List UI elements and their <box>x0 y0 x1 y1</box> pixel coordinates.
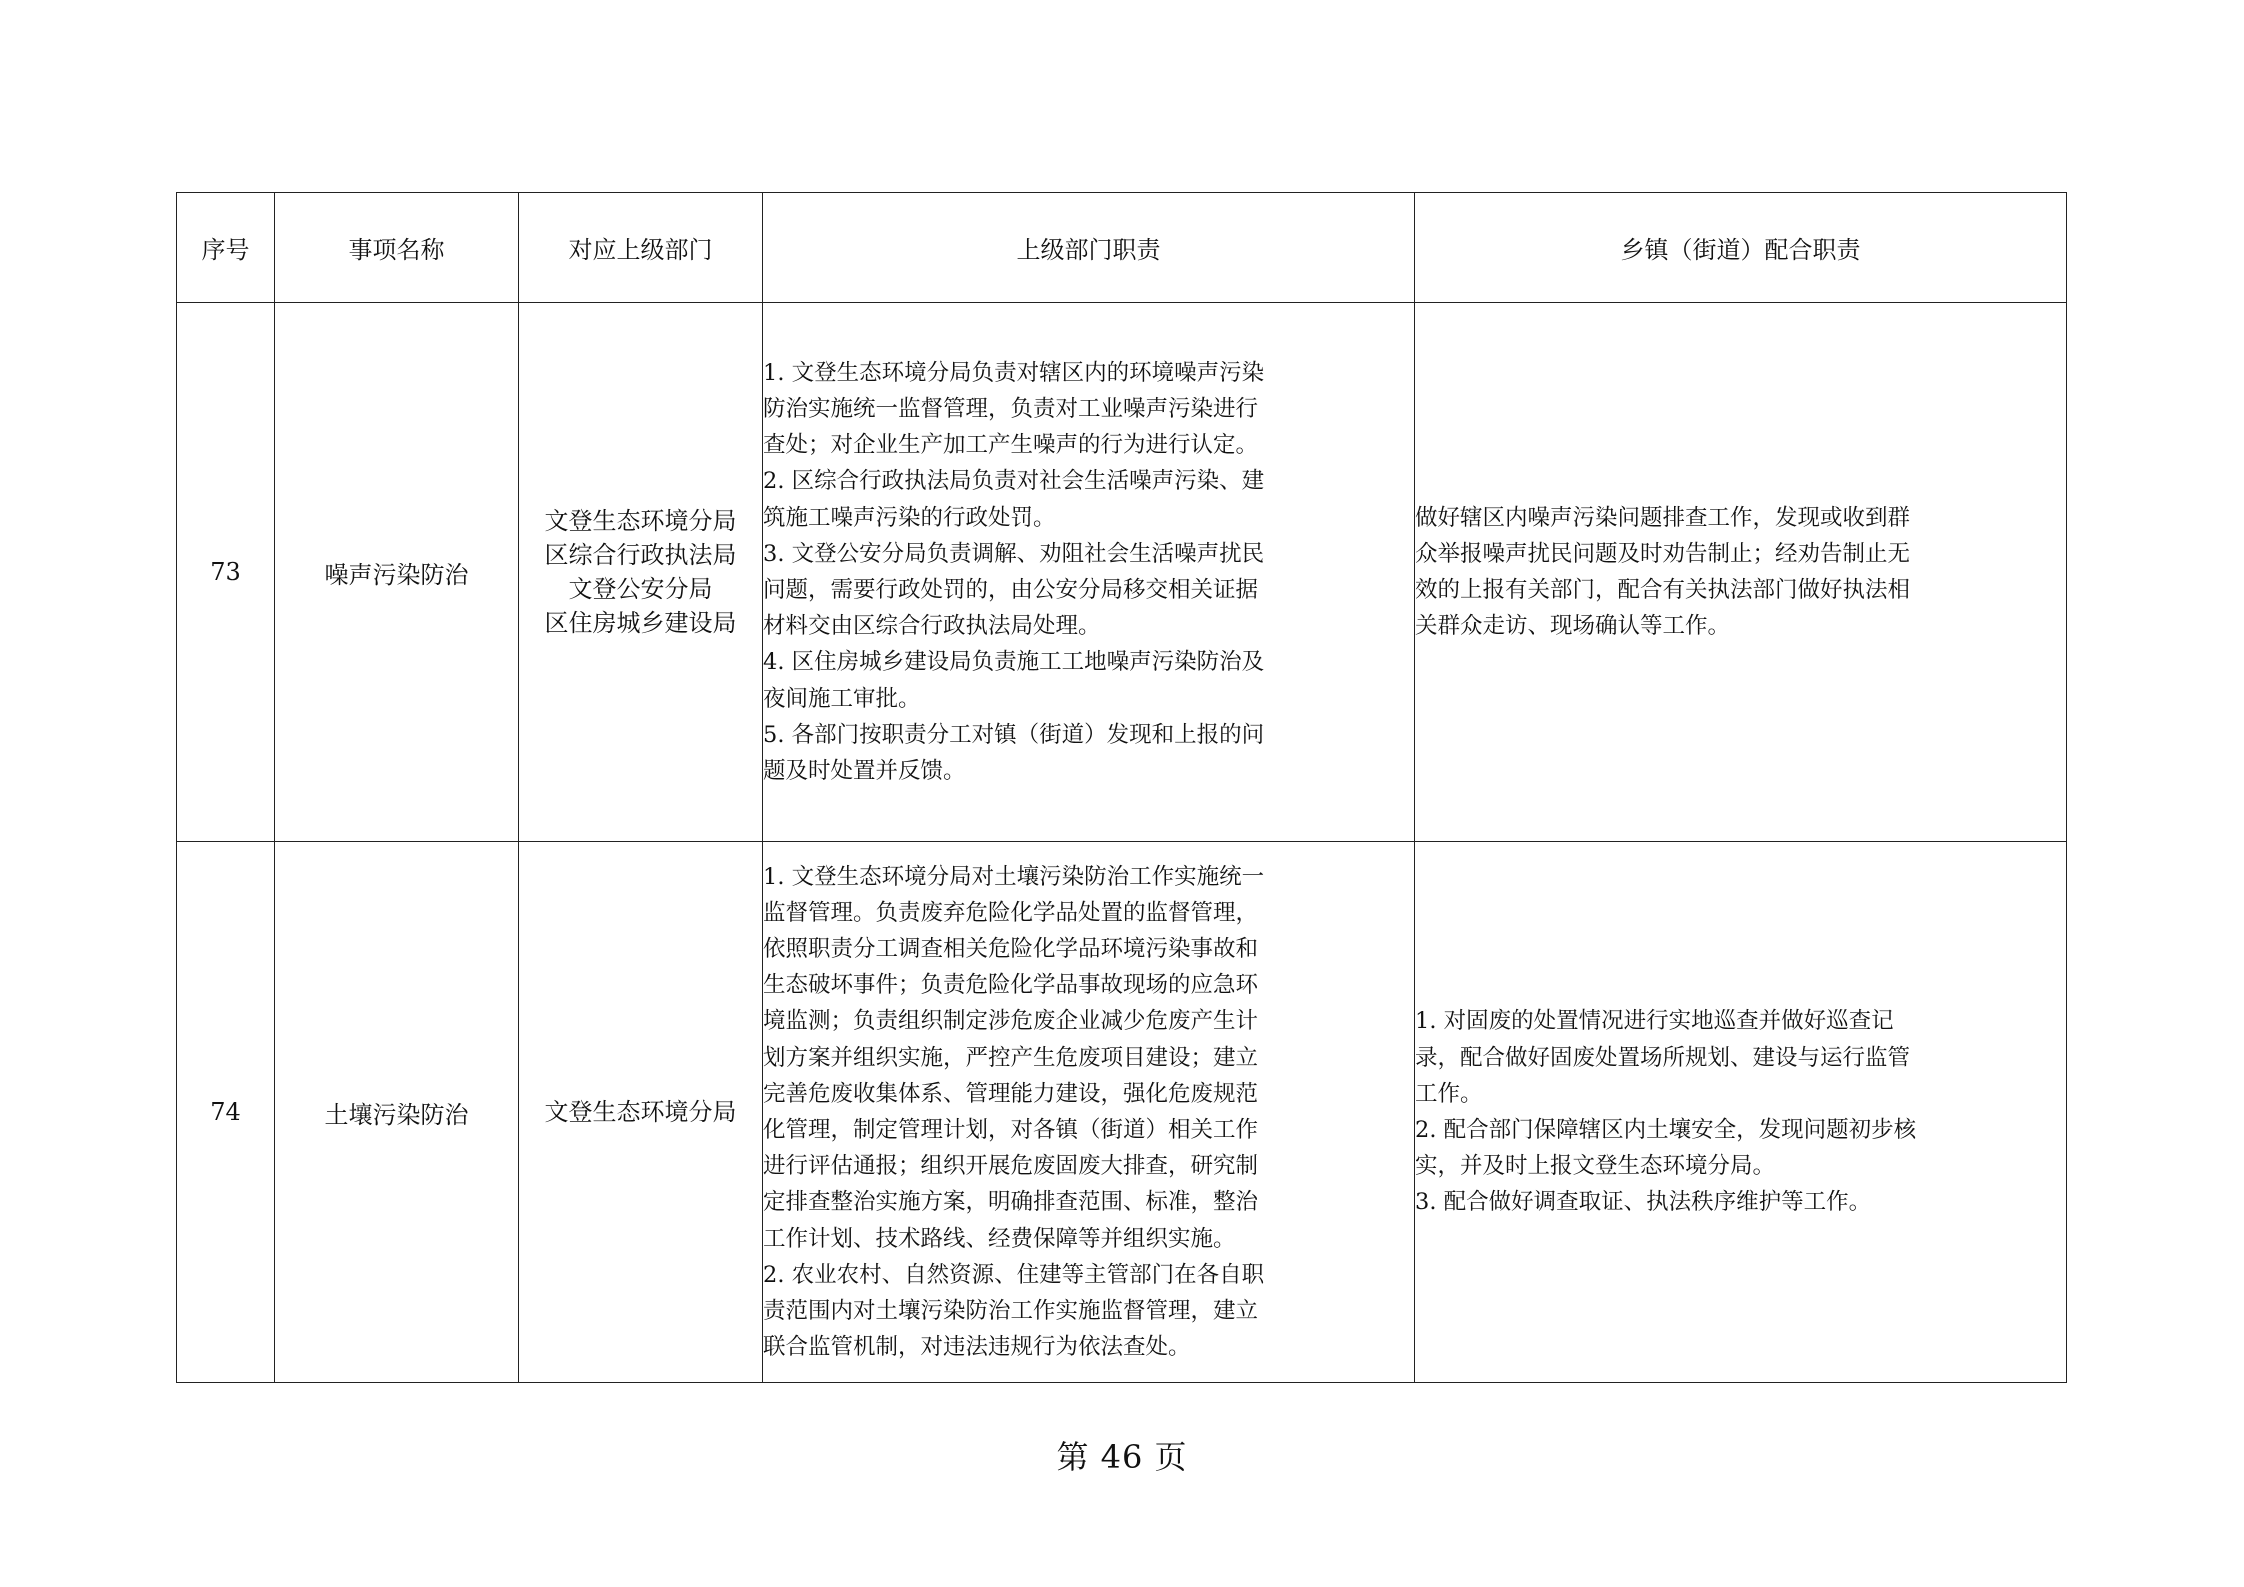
duty-line: 众举报噪声扰民问题及时劝告制止；经劝告制止无 <box>1415 540 1911 567</box>
duty-line: 筑施工噪声污染的行政处罚。 <box>763 504 1056 531</box>
duty-line: 材料交由区综合行政执法局处理。 <box>763 613 1101 640</box>
duty-line: 工作。 <box>1415 1080 1483 1107</box>
duty-line: 完善危废收集体系、管理能力建设，强化危废规范 <box>763 1080 1259 1107</box>
page-number: 第 46 页 <box>1056 1438 1188 1476</box>
table-row <box>177 842 2067 1383</box>
duty-line: 进行评估通报；组织开展危废固废大排查，研究制 <box>763 1153 1259 1180</box>
duty-line: 题及时处置并反馈。 <box>763 758 966 785</box>
duty-line: 3. 配合做好调查取证、执法秩序维护等工作。 <box>1415 1189 1872 1216</box>
duty-line: 依照职责分工调查相关危险化学品环境污染事故和 <box>763 935 1259 962</box>
duty-line: 工作计划、技术路线、经费保障等并组织实施。 <box>763 1225 1236 1252</box>
department-name: 文登公安分局 <box>568 575 713 603</box>
duty-line: 划方案并组织实施，严控产生危废项目建设；建立 <box>763 1044 1259 1071</box>
duty-line: 2. 农业农村、自然资源、住建等主管部门在各自职 <box>763 1261 1265 1288</box>
superior-duties <box>763 303 1415 842</box>
duty-line: 效的上报有关部门，配合有关执法部门做好执法相 <box>1415 577 1911 603</box>
header-number: 序号 <box>177 193 275 303</box>
duty-line: 关群众走访、现场确认等工作。 <box>1415 613 1731 640</box>
duty-line: 定排查整治实施方案，明确排查范围、标准，整治 <box>763 1189 1259 1216</box>
duty-line: 监督管理。负责废弃危险化学品处置的监督管理， <box>763 899 1259 926</box>
town-duties <box>1415 842 2067 1383</box>
department-name: 文登生态环境分局 <box>544 507 737 535</box>
department-list <box>519 303 763 842</box>
duty-line: 1. 文登生态环境分局对土壤污染防治工作实施统一 <box>763 863 1265 890</box>
duty-line: 联合监管机制，对违法违规行为依法查处。 <box>763 1334 1191 1361</box>
duty-line: 实，并及时上报文登生态环境分局。 <box>1415 1153 1776 1180</box>
duty-line: 夜间施工审批。 <box>763 685 921 712</box>
duty-line: 1. 对固废的处置情况进行实地巡查并做好巡查记 <box>1415 1008 1894 1035</box>
duty-line: 录，配合做好固废处置场所规划、建设与运行监管 <box>1415 1044 1911 1071</box>
item-name: 噪声污染防治 <box>275 303 519 842</box>
duty-line: 5. 各部门按职责分工对镇（街道）发现和上报的问 <box>763 721 1265 748</box>
header-town-duties: 乡镇（街道）配合职责 <box>1415 193 2067 303</box>
duty-table <box>176 192 2067 1383</box>
department-list <box>519 842 763 1383</box>
duty-line: 防治实施统一监督管理，负责对工业噪声污染进行 <box>763 395 1259 422</box>
department-name: 区住房城乡建设局 <box>544 609 737 637</box>
duty-line: 做好辖区内噪声污染问题排查工作，发现或收到群 <box>1415 504 1911 531</box>
header-superior-duties: 上级部门职责 <box>763 193 1415 303</box>
duty-line: 责范围内对土壤污染防治工作实施监督管理，建立 <box>763 1298 1259 1325</box>
duty-line: 2. 区综合行政执法局负责对社会生活噪声污染、建 <box>763 468 1265 495</box>
duty-line: 查处；对企业生产加工产生噪声的行为进行认定。 <box>763 432 1259 459</box>
table-row <box>177 303 2067 842</box>
duty-line: 2. 配合部门保障辖区内土壤安全，发现问题初步核 <box>1415 1117 1917 1143</box>
row-number: 73 <box>177 303 275 842</box>
duty-line: 化管理，制定管理计划，对各镇（街道）相关工作 <box>763 1117 1259 1143</box>
department-name: 文登生态环境分局 <box>544 1098 737 1126</box>
duty-line: 1. 文登生态环境分局负责对辖区内的环境噪声污染 <box>763 359 1265 386</box>
duty-line: 3. 文登公安分局负责调解、劝阻社会生活噪声扰民 <box>763 540 1265 567</box>
header-superior-department: 对应上级部门 <box>519 193 763 303</box>
superior-duties <box>763 842 1415 1383</box>
department-name: 区综合行政执法局 <box>544 541 737 569</box>
duty-line: 问题，需要行政处罚的，由公安分局移交相关证据 <box>763 577 1259 603</box>
header-item-name: 事项名称 <box>275 193 519 303</box>
duty-line: 生态破坏事件；负责危险化学品事故现场的应急环 <box>763 972 1259 999</box>
town-duties <box>1415 303 2067 842</box>
row-number: 74 <box>177 842 275 1383</box>
item-name: 土壤污染防治 <box>275 842 519 1383</box>
duty-line: 境监测；负责组织制定涉危废企业减少危废产生计 <box>763 1008 1259 1035</box>
duty-line: 4. 区住房城乡建设局负责施工工地噪声污染防治及 <box>763 649 1265 676</box>
table-header-row <box>177 193 2067 303</box>
